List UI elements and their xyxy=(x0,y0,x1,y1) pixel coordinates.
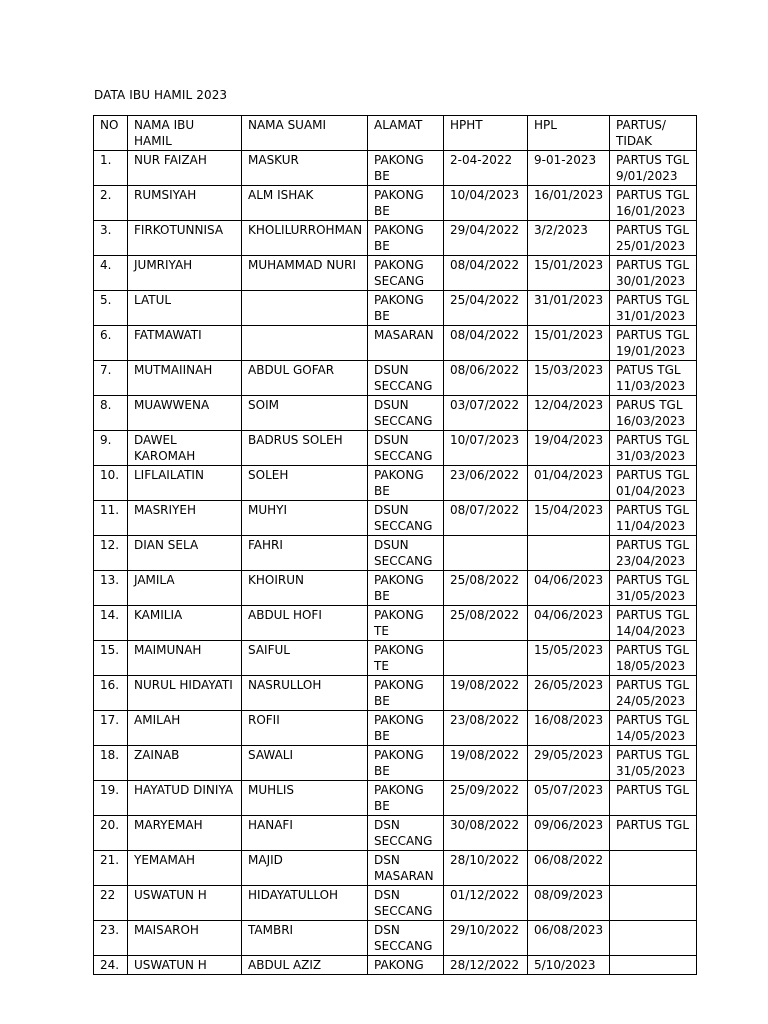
cell-nama-ibu: RUMSIYAH xyxy=(128,186,242,221)
cell-alamat: MASARAN xyxy=(368,326,444,361)
cell-nama-suami: ABDUL GOFAR xyxy=(242,361,368,396)
table-row xyxy=(94,186,697,221)
cell-hpl: 12/04/2023 xyxy=(528,396,610,431)
header-no: NO xyxy=(94,116,128,151)
cell-alamat: PAKONG BE xyxy=(368,151,444,186)
cell-nama-ibu: USWATUN H xyxy=(128,956,242,975)
table-row xyxy=(94,781,697,816)
cell-alamat: PAKONG xyxy=(368,956,444,975)
cell-hpl: 15/01/2023 xyxy=(528,326,610,361)
table-row xyxy=(94,956,697,975)
table-row xyxy=(94,501,697,536)
cell-alamat: DSUN SECCANG xyxy=(368,536,444,571)
cell-nama-ibu: MAIMUNAH xyxy=(128,641,242,676)
cell-partus: PARUS TGL 16/03/2023 xyxy=(610,396,697,431)
table-body xyxy=(94,151,697,975)
header-hpl: HPL xyxy=(528,116,610,151)
cell-alamat: PAKONG TE xyxy=(368,641,444,676)
cell-hpl: 06/08/2022 xyxy=(528,851,610,886)
cell-nama-suami: SAWALI xyxy=(242,746,368,781)
table-row xyxy=(94,431,697,466)
cell-hpht: 25/09/2022 xyxy=(444,781,528,816)
table-row xyxy=(94,326,697,361)
cell-no: 23. xyxy=(94,921,128,956)
cell-alamat: PAKONG BE xyxy=(368,711,444,746)
cell-hpht: 08/04/2022 xyxy=(444,326,528,361)
cell-nama-suami xyxy=(242,326,368,361)
cell-alamat: PAKONG BE xyxy=(368,186,444,221)
cell-partus: PARTUS TGL 23/04/2023 xyxy=(610,536,697,571)
document-title: DATA IBU HAMIL 2023 xyxy=(94,88,228,102)
header-nama-ibu: NAMA IBU HAMIL xyxy=(128,116,242,151)
cell-nama-ibu: FIRKOTUNNISA xyxy=(128,221,242,256)
cell-hpht: 03/07/2022 xyxy=(444,396,528,431)
cell-alamat: PAKONG BE xyxy=(368,676,444,711)
cell-alamat: PAKONG BE xyxy=(368,746,444,781)
cell-nama-suami: BADRUS SOLEH xyxy=(242,431,368,466)
cell-nama-ibu: JAMILA xyxy=(128,571,242,606)
cell-nama-ibu: MARYEMAH xyxy=(128,816,242,851)
cell-no: 18. xyxy=(94,746,128,781)
cell-partus: PARTUS TGL xyxy=(610,816,697,851)
cell-alamat: PAKONG BE xyxy=(368,221,444,256)
cell-hpl: 15/01/2023 xyxy=(528,256,610,291)
pregnant-women-table xyxy=(93,115,697,975)
header-alamat: ALAMAT xyxy=(368,116,444,151)
cell-hpl: 09/06/2023 xyxy=(528,816,610,851)
cell-alamat: DSUN SECCANG xyxy=(368,361,444,396)
cell-no: 12. xyxy=(94,536,128,571)
cell-partus: PARTUS TGL 9/01/2023 xyxy=(610,151,697,186)
cell-partus xyxy=(610,921,697,956)
cell-nama-ibu: ZAINAB xyxy=(128,746,242,781)
cell-nama-ibu: USWATUN H xyxy=(128,886,242,921)
cell-nama-ibu: MASRIYEH xyxy=(128,501,242,536)
cell-no: 24. xyxy=(94,956,128,975)
cell-alamat: DSUN SECCANG xyxy=(368,501,444,536)
cell-hpl: 06/08/2023 xyxy=(528,921,610,956)
cell-partus: PATUS TGL 11/03/2023 xyxy=(610,361,697,396)
cell-alamat: PAKONG SECANG xyxy=(368,256,444,291)
cell-nama-suami: FAHRI xyxy=(242,536,368,571)
cell-nama-ibu: FATMAWATI xyxy=(128,326,242,361)
cell-hpl: 08/09/2023 xyxy=(528,886,610,921)
cell-alamat: PAKONG BE xyxy=(368,291,444,326)
cell-partus: PARTUS TGL 31/05/2023 xyxy=(610,571,697,606)
table-row xyxy=(94,396,697,431)
cell-no: 21. xyxy=(94,851,128,886)
table-row xyxy=(94,571,697,606)
cell-nama-suami: MUHAMMAD NURI xyxy=(242,256,368,291)
cell-partus: PARTUS TGL 14/04/2023 xyxy=(610,606,697,641)
cell-nama-ibu: DAWEL KAROMAH xyxy=(128,431,242,466)
cell-partus: PARTUS TGL 01/04/2023 xyxy=(610,466,697,501)
table-row xyxy=(94,816,697,851)
cell-partus xyxy=(610,886,697,921)
cell-hpht: 08/04/2022 xyxy=(444,256,528,291)
table-row xyxy=(94,641,697,676)
cell-no: 17. xyxy=(94,711,128,746)
table-row xyxy=(94,921,697,956)
cell-nama-ibu: MUTMAIINAH xyxy=(128,361,242,396)
cell-no: 10. xyxy=(94,466,128,501)
cell-nama-suami: KHOLILURROHMAN xyxy=(242,221,368,256)
cell-no: 2. xyxy=(94,186,128,221)
cell-nama-ibu: DIAN SELA xyxy=(128,536,242,571)
cell-nama-suami: MAJID xyxy=(242,851,368,886)
cell-alamat: DSN MASARAN xyxy=(368,851,444,886)
table-row xyxy=(94,361,697,396)
cell-no: 11. xyxy=(94,501,128,536)
cell-partus: PARTUS TGL 31/01/2023 xyxy=(610,291,697,326)
cell-nama-ibu: NURUL HIDAYATI xyxy=(128,676,242,711)
cell-nama-suami xyxy=(242,291,368,326)
cell-hpht xyxy=(444,536,528,571)
table-row xyxy=(94,151,697,186)
cell-partus: PARTUS TGL 18/05/2023 xyxy=(610,641,697,676)
cell-partus: PARTUS TGL 31/03/2023 xyxy=(610,431,697,466)
cell-nama-ibu: HAYATUD DINIYA xyxy=(128,781,242,816)
cell-nama-suami: ALM ISHAK xyxy=(242,186,368,221)
cell-no: 22 xyxy=(94,886,128,921)
table-row xyxy=(94,536,697,571)
cell-hpl: 9-01-2023 xyxy=(528,151,610,186)
cell-hpht: 10/07/2023 xyxy=(444,431,528,466)
cell-hpl: 05/07/2023 xyxy=(528,781,610,816)
cell-hpht: 25/04/2022 xyxy=(444,291,528,326)
cell-hpht: 29/04/2022 xyxy=(444,221,528,256)
cell-hpht: 08/06/2022 xyxy=(444,361,528,396)
table-row xyxy=(94,256,697,291)
cell-alamat: DSN SECCANG xyxy=(368,921,444,956)
cell-nama-ibu: MAISAROH xyxy=(128,921,242,956)
cell-nama-suami: NASRULLOH xyxy=(242,676,368,711)
table-header-row xyxy=(94,116,697,151)
cell-partus xyxy=(610,851,697,886)
cell-hpht: 01/12/2022 xyxy=(444,886,528,921)
cell-nama-suami: MUHLIS xyxy=(242,781,368,816)
cell-partus: PARTUS TGL 30/01/2023 xyxy=(610,256,697,291)
cell-hpl: 3/2/2023 xyxy=(528,221,610,256)
cell-hpht: 23/08/2022 xyxy=(444,711,528,746)
cell-hpht: 2-04-2022 xyxy=(444,151,528,186)
cell-partus: PARTUS TGL 16/01/2023 xyxy=(610,186,697,221)
cell-nama-suami: ABDUL HOFI xyxy=(242,606,368,641)
cell-hpht: 29/10/2022 xyxy=(444,921,528,956)
table-row xyxy=(94,466,697,501)
cell-no: 4. xyxy=(94,256,128,291)
cell-nama-suami: SOLEH xyxy=(242,466,368,501)
cell-no: 16. xyxy=(94,676,128,711)
cell-hpht: 25/08/2022 xyxy=(444,571,528,606)
cell-partus: PARTUS TGL 19/01/2023 xyxy=(610,326,697,361)
cell-alamat: PAKONG BE xyxy=(368,781,444,816)
table-row xyxy=(94,711,697,746)
cell-no: 6. xyxy=(94,326,128,361)
cell-hpht: 08/07/2022 xyxy=(444,501,528,536)
cell-alamat: DSUN SECCANG xyxy=(368,431,444,466)
cell-no: 13. xyxy=(94,571,128,606)
cell-nama-suami: MUHYI xyxy=(242,501,368,536)
cell-nama-suami: ROFII xyxy=(242,711,368,746)
cell-hpht: 10/04/2023 xyxy=(444,186,528,221)
header-partus: PARTUS/ TIDAK xyxy=(610,116,697,151)
cell-nama-ibu: AMILAH xyxy=(128,711,242,746)
cell-hpht: 30/08/2022 xyxy=(444,816,528,851)
cell-no: 7. xyxy=(94,361,128,396)
cell-hpl: 04/06/2023 xyxy=(528,571,610,606)
cell-hpht: 19/08/2022 xyxy=(444,676,528,711)
cell-nama-suami: ABDUL AZIZ xyxy=(242,956,368,975)
cell-nama-suami: MASKUR xyxy=(242,151,368,186)
cell-hpht: 25/08/2022 xyxy=(444,606,528,641)
header-hpht: HPHT xyxy=(444,116,528,151)
cell-hpl xyxy=(528,536,610,571)
cell-no: 14. xyxy=(94,606,128,641)
table-row xyxy=(94,676,697,711)
cell-hpht xyxy=(444,641,528,676)
cell-nama-ibu: KAMILIA xyxy=(128,606,242,641)
cell-hpl: 15/03/2023 xyxy=(528,361,610,396)
cell-hpht: 28/12/2022 xyxy=(444,956,528,975)
cell-nama-ibu: LATUL xyxy=(128,291,242,326)
cell-hpl: 16/01/2023 xyxy=(528,186,610,221)
cell-nama-ibu: MUAWWENA xyxy=(128,396,242,431)
cell-hpl: 15/05/2023 xyxy=(528,641,610,676)
cell-no: 9. xyxy=(94,431,128,466)
cell-partus: PARTUS TGL 14/05/2023 xyxy=(610,711,697,746)
cell-hpl: 19/04/2023 xyxy=(528,431,610,466)
cell-alamat: DSN SECCANG xyxy=(368,886,444,921)
cell-partus: PARTUS TGL 25/01/2023 xyxy=(610,221,697,256)
cell-no: 19. xyxy=(94,781,128,816)
cell-no: 15. xyxy=(94,641,128,676)
cell-alamat: DSUN SECCANG xyxy=(368,396,444,431)
cell-hpl: 01/04/2023 xyxy=(528,466,610,501)
cell-hpht: 19/08/2022 xyxy=(444,746,528,781)
cell-alamat: PAKONG BE xyxy=(368,466,444,501)
cell-hpl: 29/05/2023 xyxy=(528,746,610,781)
cell-partus xyxy=(610,956,697,975)
cell-nama-suami: SOIM xyxy=(242,396,368,431)
cell-hpl: 26/05/2023 xyxy=(528,676,610,711)
cell-alamat: DSN SECCANG xyxy=(368,816,444,851)
cell-no: 20. xyxy=(94,816,128,851)
cell-alamat: PAKONG BE xyxy=(368,571,444,606)
cell-no: 8. xyxy=(94,396,128,431)
cell-hpl: 31/01/2023 xyxy=(528,291,610,326)
cell-nama-ibu: NUR FAIZAH xyxy=(128,151,242,186)
cell-nama-suami: KHOIRUN xyxy=(242,571,368,606)
cell-partus: PARTUS TGL xyxy=(610,781,697,816)
table-row xyxy=(94,606,697,641)
cell-alamat: PAKONG TE xyxy=(368,606,444,641)
table-row xyxy=(94,886,697,921)
header-nama-suami: NAMA SUAMI xyxy=(242,116,368,151)
table-row xyxy=(94,221,697,256)
cell-no: 3. xyxy=(94,221,128,256)
cell-hpl: 15/04/2023 xyxy=(528,501,610,536)
cell-hpl: 04/06/2023 xyxy=(528,606,610,641)
cell-partus: PARTUS TGL 11/04/2023 xyxy=(610,501,697,536)
cell-nama-suami: HIDAYATULLOH xyxy=(242,886,368,921)
cell-nama-suami: TAMBRI xyxy=(242,921,368,956)
cell-hpl: 5/10/2023 xyxy=(528,956,610,975)
table-row xyxy=(94,291,697,326)
cell-nama-ibu: JUMRIYAH xyxy=(128,256,242,291)
cell-hpl: 16/08/2023 xyxy=(528,711,610,746)
cell-nama-suami: HANAFI xyxy=(242,816,368,851)
table-row xyxy=(94,746,697,781)
cell-hpht: 23/06/2022 xyxy=(444,466,528,501)
cell-partus: PARTUS TGL 24/05/2023 xyxy=(610,676,697,711)
cell-nama-ibu: YEMAMAH xyxy=(128,851,242,886)
cell-hpht: 28/10/2022 xyxy=(444,851,528,886)
table-row xyxy=(94,851,697,886)
cell-no: 5. xyxy=(94,291,128,326)
cell-nama-ibu: LIFLAILATIN xyxy=(128,466,242,501)
cell-partus: PARTUS TGL 31/05/2023 xyxy=(610,746,697,781)
cell-no: 1. xyxy=(94,151,128,186)
cell-nama-suami: SAIFUL xyxy=(242,641,368,676)
